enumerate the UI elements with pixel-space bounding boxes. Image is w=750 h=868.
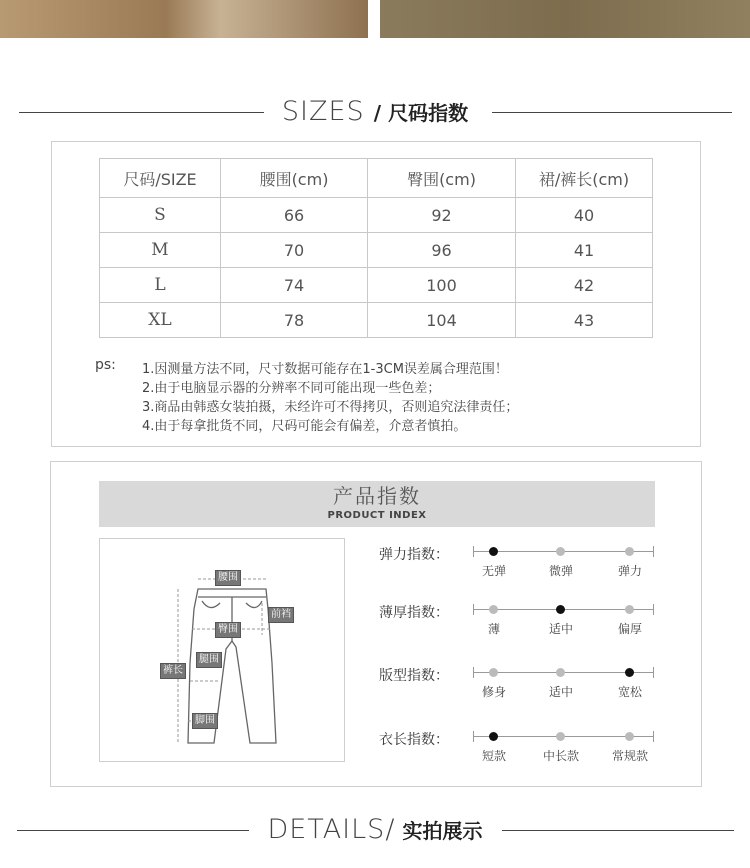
index-option: 修身 <box>481 685 507 699</box>
header-length: 裙/裤长(cm) <box>516 159 653 198</box>
header-waist: 腰围(cm) <box>221 159 368 198</box>
sizes-title-sep: / <box>373 101 382 125</box>
index-dot <box>625 605 634 614</box>
length-cell: 42 <box>516 268 653 303</box>
index-row-thickness <box>379 602 659 642</box>
waist-cell: 78 <box>221 303 368 338</box>
index-row-elasticity <box>379 544 659 584</box>
index-option: 常规款 <box>611 749 649 763</box>
index-label: 薄厚指数： <box>379 605 449 621</box>
index-dot <box>556 547 565 556</box>
sizes-title-en: SIZES <box>281 96 365 127</box>
size-table-header-row <box>100 159 653 198</box>
index-dot-selected <box>489 732 498 741</box>
index-option: 偏厚 <box>617 622 643 636</box>
details-title-sep: / <box>385 814 396 845</box>
index-option: 微弹 <box>548 564 574 578</box>
index-option: 短款 <box>481 749 507 763</box>
diagram-label-thigh: 腿围 <box>196 652 222 668</box>
index-dot <box>489 605 498 614</box>
hip-cell: 92 <box>368 198 516 233</box>
length-cell: 40 <box>516 198 653 233</box>
details-section-title <box>0 810 750 850</box>
size-table <box>99 158 653 338</box>
note-item: 2.由于电脑显示器的分辨率不同可能出现一些色差； <box>142 381 441 396</box>
index-dot <box>625 732 634 741</box>
index-option: 无弹 <box>481 564 507 578</box>
index-dot <box>556 668 565 677</box>
track-cap <box>473 546 474 557</box>
hip-cell: 100 <box>368 268 516 303</box>
index-label: 衣长指数： <box>379 732 449 748</box>
hip-cell: 104 <box>368 303 516 338</box>
hip-cell: 96 <box>368 233 516 268</box>
length-cell: 41 <box>516 233 653 268</box>
track-cap <box>473 667 474 678</box>
product-photo-right <box>380 0 750 38</box>
track-cap <box>653 546 654 557</box>
table-row <box>100 268 653 303</box>
details-title-en: DETAILS <box>267 814 386 845</box>
header-size: 尺码/SIZE <box>100 159 221 198</box>
index-option: 适中 <box>548 622 574 636</box>
table-row <box>100 198 653 233</box>
index-option: 适中 <box>548 685 574 699</box>
track-cap <box>653 731 654 742</box>
product-index-title-en: PRODUCT INDEX <box>327 510 427 521</box>
header-hip: 臀围(cm) <box>368 159 516 198</box>
index-option: 薄 <box>487 622 501 636</box>
note-item: 3.商品由韩惑女装拍摄，未经许可不得拷贝，否则追究法律责任； <box>142 400 519 415</box>
waist-cell: 66 <box>221 198 368 233</box>
note-item: 4.由于每拿批货不同，尺码可能会有偏差，介意者慎拍。 <box>142 419 467 434</box>
index-label: 弹力指数： <box>379 547 449 563</box>
index-dot <box>556 732 565 741</box>
size-chart-panel <box>51 141 701 447</box>
sizes-section-title <box>0 92 750 132</box>
details-title-cn: 实拍展示 <box>402 819 483 843</box>
index-dot <box>489 668 498 677</box>
index-row-length <box>379 729 659 769</box>
size-cell: L <box>100 268 221 303</box>
ps-label: ps: <box>95 357 116 373</box>
index-label: 版型指数： <box>379 668 449 684</box>
index-option: 宽松 <box>617 685 643 699</box>
waist-cell: 70 <box>221 233 368 268</box>
waist-cell: 74 <box>221 268 368 303</box>
diagram-label-front-rise: 前裆 <box>268 607 294 623</box>
track-cap <box>473 604 474 615</box>
index-dot <box>625 547 634 556</box>
product-index-panel <box>50 461 702 787</box>
pants-measurement-diagram <box>99 538 345 762</box>
product-index-title-cn: 产品指数 <box>333 484 421 508</box>
product-index-banner <box>99 481 655 527</box>
size-cell: S <box>100 198 221 233</box>
track-cap <box>653 667 654 678</box>
track-cap <box>653 604 654 615</box>
sizes-title-cn: 尺码指数 <box>388 101 469 125</box>
index-option: 弹力 <box>617 564 643 578</box>
index-row-fit <box>379 665 659 705</box>
index-option: 中长款 <box>542 749 580 763</box>
diagram-label-length: 裤长 <box>160 663 186 679</box>
diagram-label-hip: 臀围 <box>215 622 241 638</box>
track-cap <box>473 731 474 742</box>
index-dot-selected <box>489 547 498 556</box>
diagram-label-waist: 腰围 <box>215 570 241 586</box>
note-item: 1.因测量方法不同，尺寸数据可能存在1-3CM误差属合理范围！ <box>142 362 508 377</box>
index-dot-selected <box>625 668 634 677</box>
size-cell: XL <box>100 303 221 338</box>
table-row <box>100 303 653 338</box>
size-cell: M <box>100 233 221 268</box>
index-dot-selected <box>556 605 565 614</box>
table-row <box>100 233 653 268</box>
length-cell: 43 <box>516 303 653 338</box>
product-photo-left <box>0 0 368 38</box>
diagram-label-hem: 脚围 <box>192 713 218 729</box>
